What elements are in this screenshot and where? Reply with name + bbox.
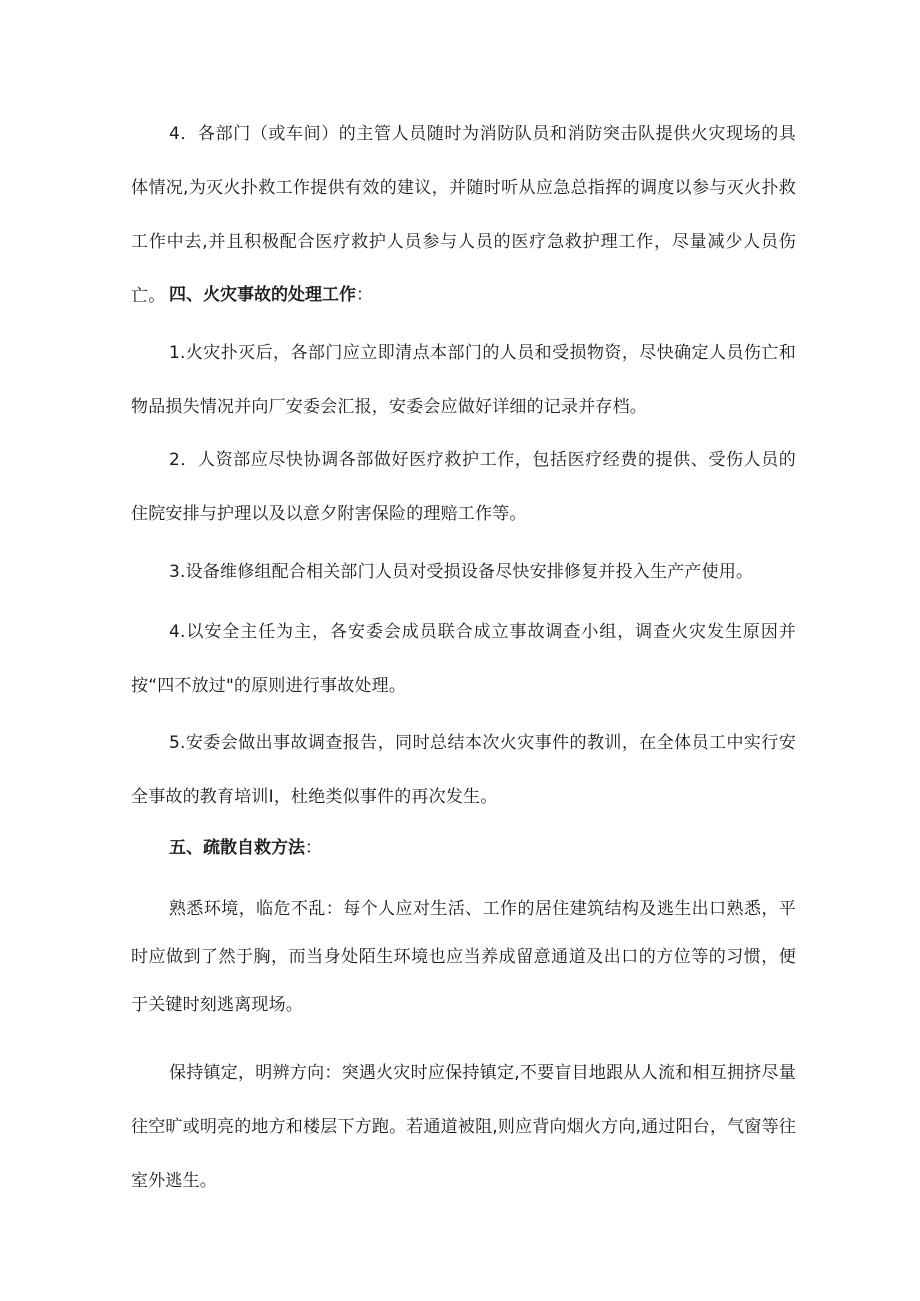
section-heading-4-colon: ：	[356, 285, 373, 305]
paragraph-item-4: 4．各部门（或车间）的主管人员随时为消防队员和消防突击队提供火灾现场的具体情况,为灭火扑救工作提供有效的建议，并随时听从应急总指挥的调度以参与灭火扑救工作中去,并且积极配合医疗救护人员参与人员的医疗急救护理工作，尽量减少人员伤亡。	[131, 124, 796, 306]
section-heading-5-colon: ：	[305, 838, 322, 858]
paragraph-item-4-4: 4.以安全主任为主，各安委会成员联合成立事故调查小组，调查火灾发生原因并按“四不放过"的原则进行事故处理。	[131, 622, 796, 696]
section-heading-5-text: 五、疏散自救方法	[169, 838, 305, 858]
paragraph-item-4-3: 3.设备维修组配合相关部门人员对受损设备尽快安排修复并投入生产产使用。	[169, 562, 754, 582]
paragraph-item-4-2: 2．人资部应尽快协调各部做好医疗救护工作，包括医疗经费的提供、受伤人员的住院安排与护理以及以意夕附害保险的理赔工作等。	[131, 450, 796, 524]
section-heading-5	[169, 836, 322, 860]
paragraph-evacuation-2: 保持镇定，明辨方向：突遇火灾时应保持镇定,不要盲目地跟从人流和相互拥挤尽量往空旷或明亮的地方和楼层下方跑。若通道被阻,则应背向烟火方向,通过阳台，气窗等往室外逃生。	[131, 1063, 796, 1191]
paragraph-evacuation-1: 熟悉环境，临危不乱：每个人应对生活、工作的居住建筑结构及逃生出口熟悉，平时应做到了然于胸，而当身处陌生环境也应当养成留意通道及出口的方位等的习惯，便于关键时刻逃离现场。	[131, 899, 796, 1015]
section-heading-4	[169, 283, 373, 307]
section-heading-4-text: 四、火灾事故的处理工作	[169, 285, 356, 305]
paragraph-item-4-5: 5.安委会做出事故调查报告，同时总结本次火灾事件的教训，在全体员工中实行安全事故的教育培训I，杜绝类似事件的再次发生。	[131, 733, 796, 807]
paragraph-item-4-1: 1.火灾扑灭后，各部门应立即清点本部门的人员和受损物资，尽快确定人员伤亡和物品损失情况并向厂安委会汇报，安委会应做好详细的记录并存档。	[131, 343, 796, 417]
